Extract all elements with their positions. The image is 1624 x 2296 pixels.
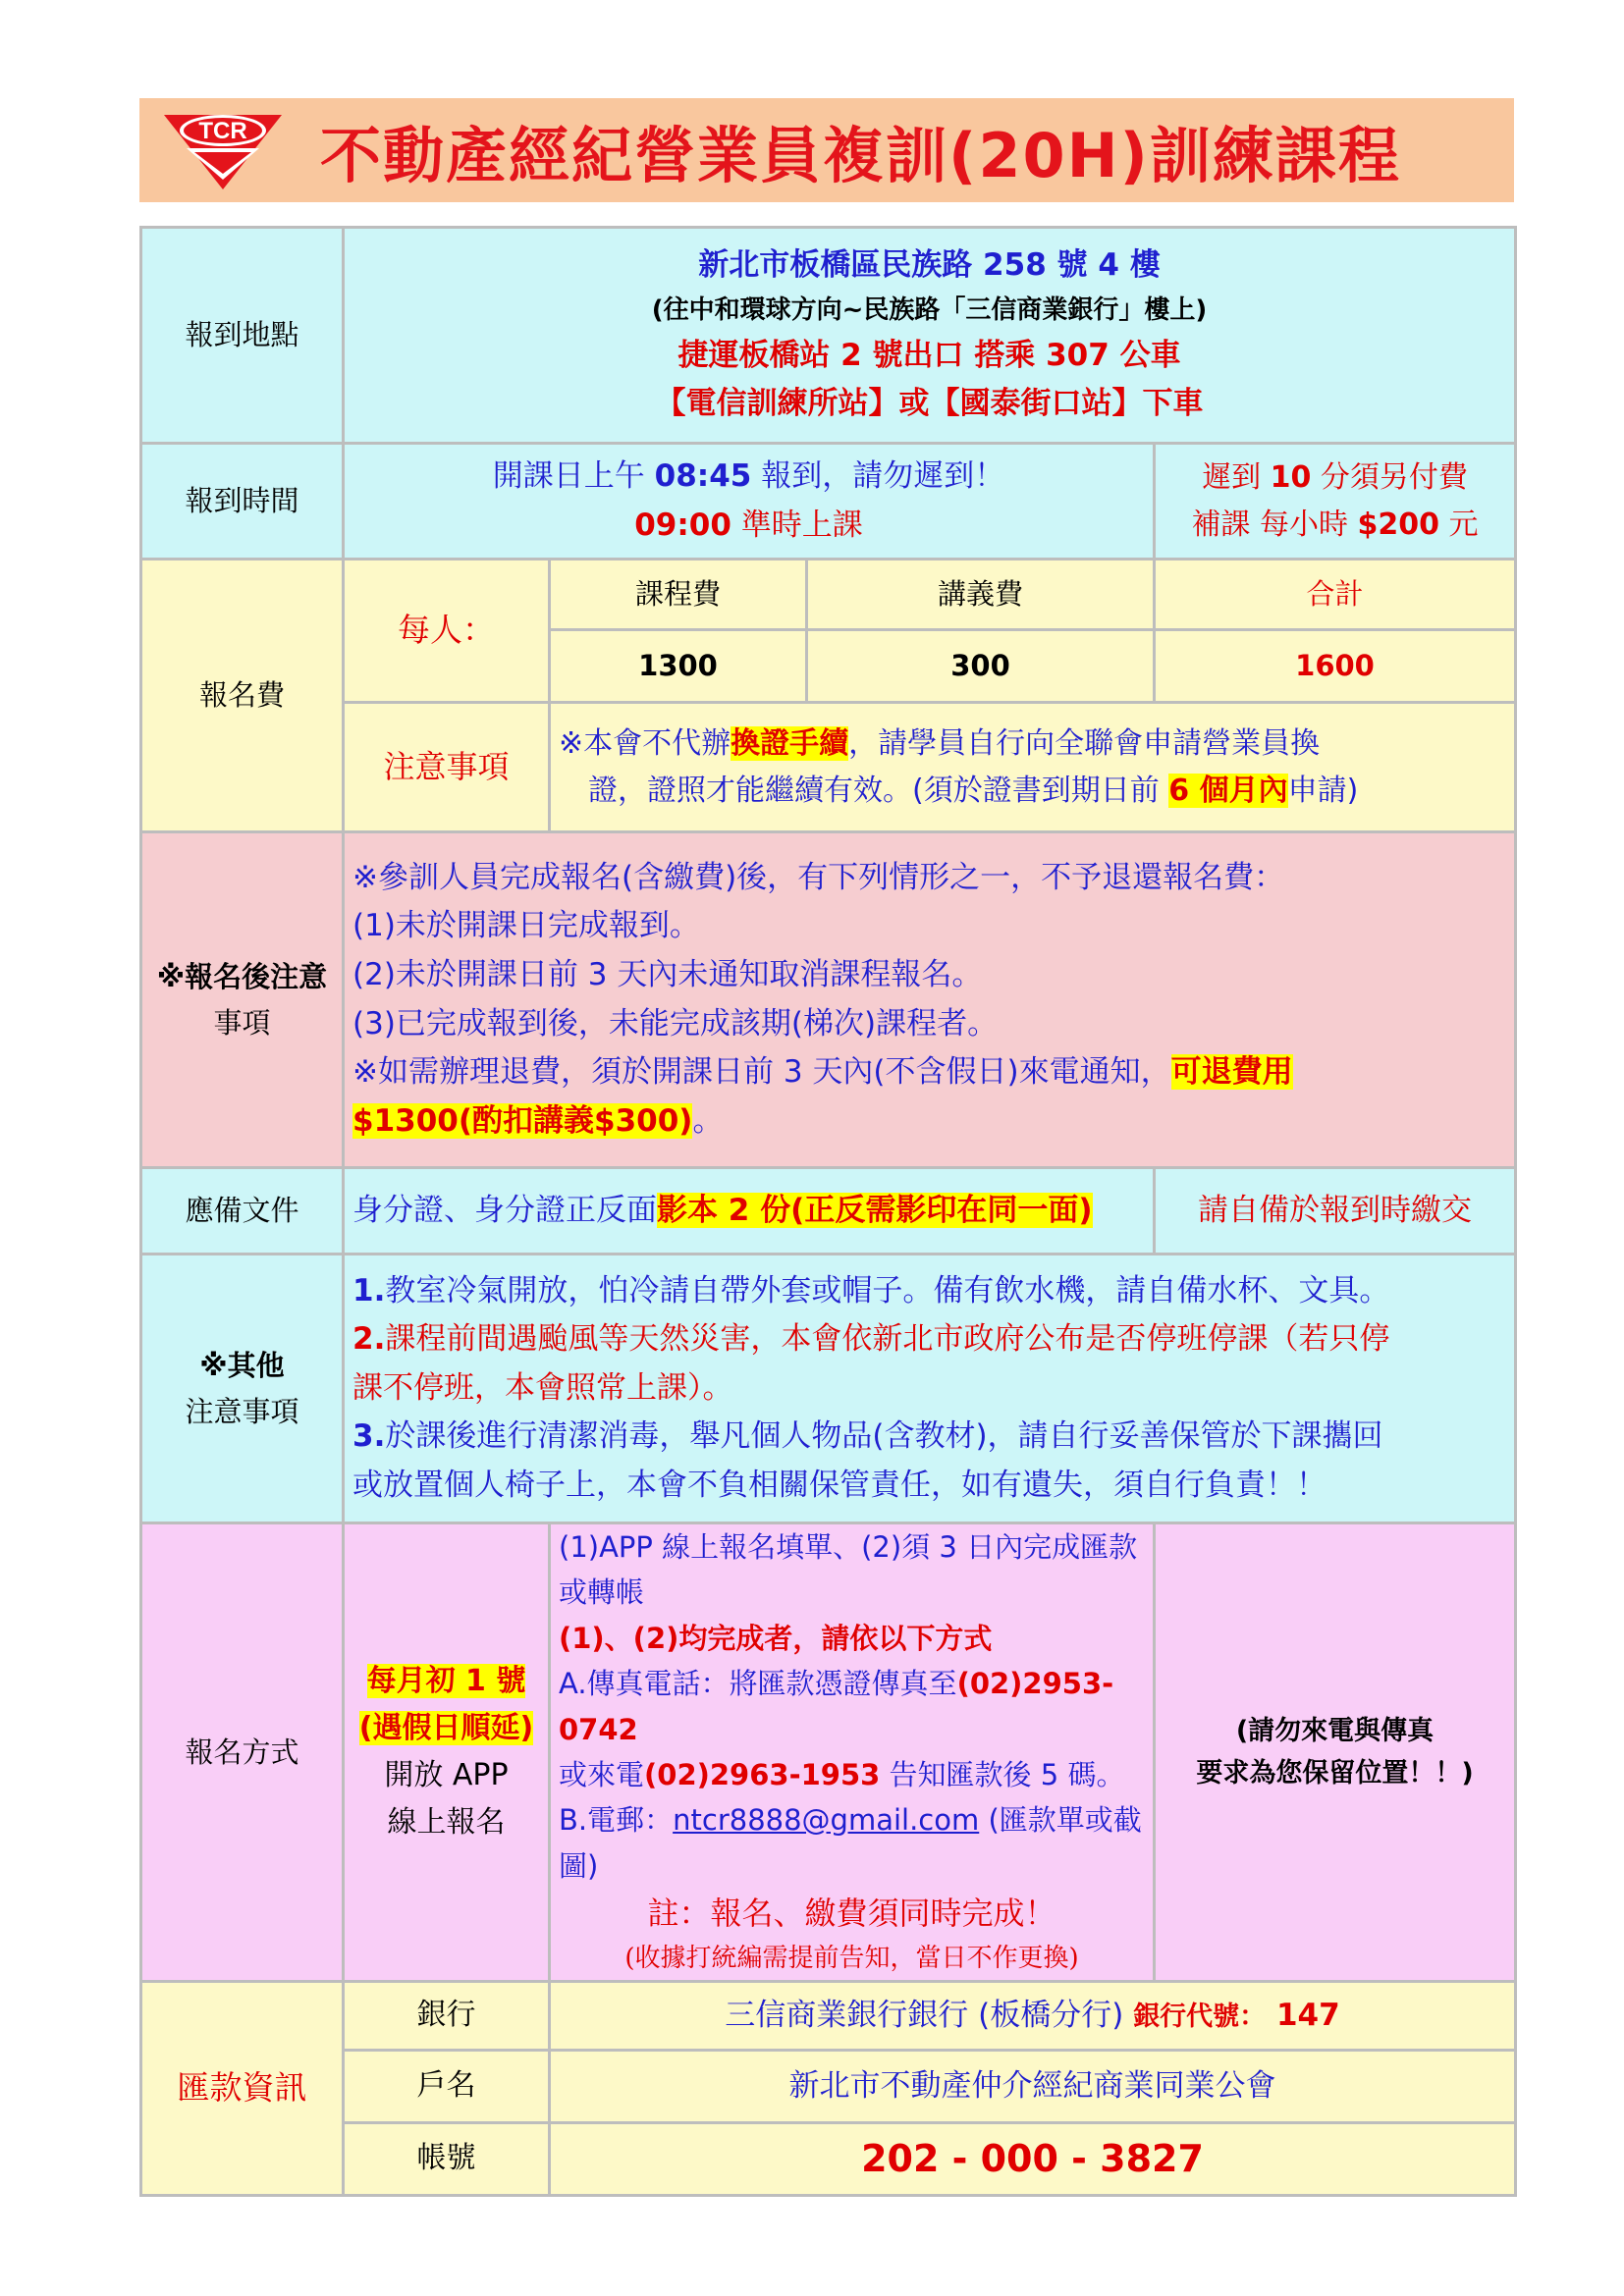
- bank-value: 三信商業銀行銀行 (板橋分行) 銀行代號： 147: [550, 1981, 1516, 2050]
- location-label: 報到地點: [141, 228, 344, 444]
- account-number-value: 202 - 000 - 3827: [550, 2122, 1516, 2195]
- fee-label: 報名費: [141, 560, 344, 832]
- email-link[interactable]: ntcr8888@gmail.com: [673, 1803, 980, 1838]
- refund-rule: ※參訓人員完成報名(含繳費)後，有下列情形之一，不予退還報名費：: [352, 859, 1285, 895]
- fee-notice-text: ※本會不代辦換證手續，請學員自行向全聯會申請營業員換 證，證照才能繼續有效。(須於證書到期日前 6 個月內申請): [550, 703, 1516, 832]
- fee-value-handout: 300: [807, 630, 1155, 703]
- account-number-label: 帳號: [344, 2122, 550, 2195]
- bank-label: 銀行: [344, 1981, 550, 2050]
- location-info: [344, 228, 1516, 444]
- after-signup-label: ※報名後注意 事項: [141, 832, 344, 1168]
- refund-case-1: (1)未於開課日完成報到。: [352, 908, 700, 944]
- signup-label: 報名方式: [141, 1523, 344, 1982]
- fee-header-course: 課程費: [550, 560, 807, 630]
- account-name-value: 新北市不動產仲介經紀商業同業公會: [550, 2050, 1516, 2122]
- time-label: 報到時間: [141, 444, 344, 560]
- signup-schedule: 每月初 1 號 (遇假日順延) 開放 APP 線上報名: [344, 1523, 550, 1982]
- tcr-logo-icon: [159, 107, 287, 193]
- fee-header-total: 合計: [1155, 560, 1516, 630]
- late-fee-info: 遲到 10 分須另付費 補課 每小時 $200 元: [1155, 444, 1516, 560]
- after-signup-notes: ※參訓人員完成報名(含繳費)後，有下列情形之一，不予退還報名費： (1)未於開課日完成報到。 (2)未於開課日前 3 天內未通知取消課程報名。 (3)已完成報到後，未能完成該期(梯次)課程者。 ※如需辦理退費，須於開課日前 3 天內(不含假日)來電通知，可退費用 $1300(酌扣講義$300)。: [344, 832, 1516, 1168]
- page-title: 不動產經紀營業員複訓(20H)訓練課程: [320, 119, 1401, 191]
- fee-value-course: 1300: [550, 630, 807, 703]
- page-header: [139, 98, 1514, 202]
- course-info-table: [139, 226, 1514, 2180]
- other-notes-label: ※其他 注意事項: [141, 1255, 344, 1523]
- time-info: 開課日上午 08:45 報到，請勿遲到！ 09:00 準時上課: [344, 444, 1155, 560]
- location-address: 新北市板橋區民族路 258 號 4 樓: [698, 247, 1161, 284]
- docs-note: 請自備於報到時繳交: [1155, 1168, 1516, 1255]
- location-bus-stop: 【電信訓練所站】或【國泰街口站】下車: [655, 386, 1204, 422]
- remit-label: 匯款資訊: [141, 1981, 344, 2195]
- signup-warning: (請勿來電與傳真 要求為您保留位置！！): [1155, 1523, 1516, 1982]
- fee-value-total: 1600: [1155, 630, 1516, 703]
- location-mrt: 捷運板橋站 2 號出口 搭乘 307 公車: [677, 337, 1181, 373]
- account-name-label: 戶名: [344, 2050, 550, 2122]
- other-note-1: 1.教室冷氣開放，怕冷請自帶外套或帽子。備有飲水機，請自備水杯、文具。: [352, 1272, 1390, 1308]
- other-note-3: 3.於課後進行清潔消毒，舉凡個人物品(含教材)，請自行妥善保管於下課攜回: [352, 1418, 1383, 1455]
- fee-header-handout: 講義費: [807, 560, 1155, 630]
- logo-text: TCR: [198, 118, 247, 144]
- location-direction: (往中和環球方向~民族路「三信商業銀行」樓上): [651, 294, 1208, 325]
- refund-case-3: (3)已完成報到後，未能完成該期(梯次)課程者。: [352, 1005, 999, 1041]
- fee-per-person: 每人：: [344, 560, 550, 703]
- other-note-2: 2.課程前間遇颱風等天然災害，本會依新北市政府公布是否停班停課（若只停: [352, 1321, 1390, 1358]
- other-notes: 1.教室冷氣開放，怕冷請自帶外套或帽子。備有飲水機，請自備水杯、文具。 2.課程前間遇颱風等天然災害，本會依新北市政府公布是否停班停課（若只停 課不停班，本會照常上課）。 3.於課後進行清潔消毒，舉凡個人物品(含教材)，請自行妥善保管於下課攜回 或放置個人椅子上，本會不負相關保管責任，如有遺失，須自行負責！！: [344, 1255, 1516, 1523]
- refund-case-2: (2)未於開課日前 3 天內未通知取消課程報名。: [352, 956, 983, 992]
- docs-required: 身分證、身分證正反面影本 2 份(正反需影印在同一面): [344, 1168, 1155, 1255]
- signup-steps: (1)APP 線上報名填單、(2)須 3 日內完成匯款或轉帳 (1)、(2)均完成者，請依以下方式 A.傳真電話：將匯款憑證傳真至(02)2953-0742 或來電(02)2963-1953 告知匯款後 5 碼。 B.電郵：ntcr8888@gmail.com (匯款單或截圖) 註：報名、繳費須同時完成！ (收據打統編需提前告知，當日不作更換): [550, 1523, 1155, 1982]
- docs-label: 應備文件: [141, 1168, 344, 1255]
- fee-notice-label: 注意事項: [344, 703, 550, 832]
